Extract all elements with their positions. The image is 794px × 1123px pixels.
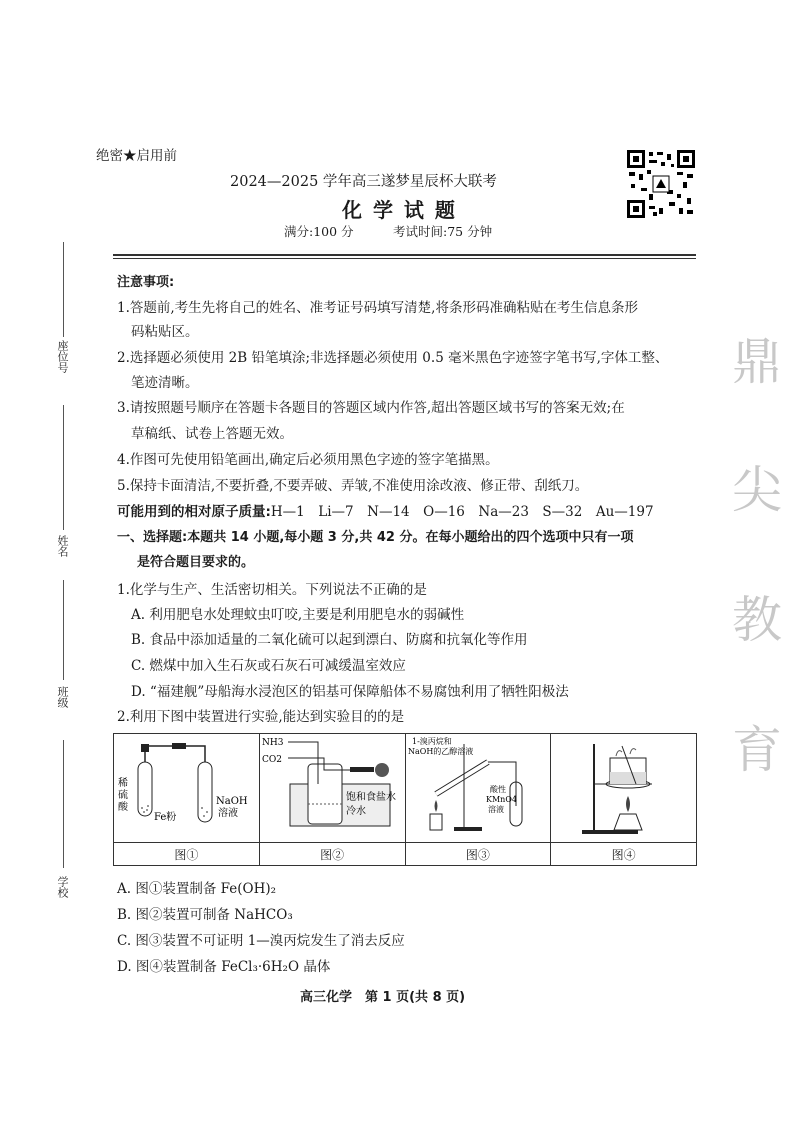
watermark-char: 鼎 (732, 333, 782, 391)
q1-option-c: C. 燃煤中加入生石灰或石灰石可减缓温室效应 (131, 658, 406, 674)
fig3-reagent-label-2: KMnO4 (485, 795, 517, 804)
seat-label: 座位号 (56, 340, 69, 373)
fig1-solution-label: 溶液 (218, 808, 239, 819)
fig3-reactant-label-1: 1-溴丙烷和 (411, 737, 452, 746)
watermark-char: 育 (732, 721, 782, 779)
notice-item: 2.选择题必须使用 2B 铅笔填涂;非选择题必须使用 0.5 毫米黑色字迹签字笔书写,字体工整、 (117, 350, 669, 366)
subject-title: 化 学 试 题 (342, 198, 457, 222)
notice-item: 草稿纸、试卷上答题无效。 (131, 426, 293, 442)
fig1-fe-label: Fe粉 (154, 812, 177, 823)
fig1-acid-label-2: 硫 (118, 790, 129, 801)
school-label: 学校 (56, 876, 69, 898)
fig3-reactant-label-2: NaOH的乙醇溶液 (407, 747, 474, 756)
q1-option-b: B. 食品中添加适量的二氧化硫可以起到漂白、防腐和抗氧化等作用 (131, 632, 528, 648)
section-heading: 一、选择题:本题共 14 小题,每小题 3 分,共 42 分。在每小题给出的四个选项中只有一项 (117, 530, 634, 545)
fig1-acid-label-3: 酸 (118, 802, 129, 813)
figure-3-cell (405, 734, 551, 843)
q2-option-c: C. 图③装置不可证明 1—溴丙烷发生了消去反应 (117, 933, 405, 949)
figure-3-caption: 图③ (405, 843, 551, 866)
notice-title: 注意事项: (117, 275, 175, 290)
notice-item: 5.保持卡面清洁,不要折叠,不要弄破、弄皱,不准使用涂改液、修正带、刮纸刀。 (117, 478, 589, 494)
score-info: 满分:100 分 (284, 224, 354, 239)
apparatus-4-diagram (552, 734, 696, 839)
figure-1-caption: 图① (114, 843, 260, 866)
qr-code (627, 150, 695, 218)
q2-option-d: D. 图④装置制备 FeCl₃·6H₂O 晶体 (117, 959, 331, 975)
binding-line (63, 580, 64, 680)
figure-4-caption: 图④ (551, 843, 697, 866)
notice-item: 3.请按照题号顺序在答题卡各题目的答题区域内作答,超出答题区域书写的答案无效;在 (117, 400, 625, 416)
atomic-mass-line (117, 502, 654, 522)
figure-1-cell (114, 734, 260, 843)
fig1-acid-label-1: 稀 (118, 778, 129, 789)
class-label: 班级 (56, 686, 69, 708)
section-heading-cont: 是符合题目要求的。 (137, 555, 255, 570)
apparatus-1-diagram (114, 734, 258, 839)
apparatus-3-diagram (406, 734, 550, 839)
binding-line (63, 405, 64, 530)
figure-2-caption: 图② (259, 843, 405, 866)
q1-stem: 1.化学与生产、生活密切相关。下列说法不正确的是 (117, 582, 427, 598)
fig2-nh3-label: NH3 (262, 738, 284, 748)
notice-item: 1.答题前,考生先将自己的姓名、准考证号码填写清楚,将条形码准确粘贴在考生信息条形 (117, 300, 638, 316)
q1-option-a: A. 利用肥皂水处理蚊虫叮咬,主要是利用肥皂水的弱碱性 (131, 607, 465, 623)
page-footer: 高三化学 第 1 页(共 8 页) (300, 990, 466, 1005)
q2-option-a: A. 图①装置制备 Fe(OH)₂ (117, 881, 277, 897)
fig3-reagent-label-3: 溶液 (487, 805, 504, 814)
fig3-reagent-label-1: 酸性 (489, 785, 506, 794)
notice-item: 码粘贴区。 (131, 324, 199, 340)
secret-mark: 绝密★启用前 (96, 148, 177, 164)
figure-4-cell (551, 734, 697, 843)
figure-2-cell (259, 734, 405, 843)
fig2-cold-water-label: 冷水 (346, 806, 367, 817)
name-label: 姓名 (56, 535, 69, 557)
header-rule-thin (113, 258, 696, 259)
notice-item: 4.作图可先使用铅笔画出,确定后必须用黑色字迹的签字笔描黑。 (117, 452, 499, 468)
q2-stem: 2.利用下图中装置进行实验,能达到实验目的的是 (117, 709, 405, 725)
atomic-mass-label: 可能用到的相对原子质量: (117, 504, 271, 520)
binding-line (63, 242, 64, 337)
header-rule (113, 254, 696, 256)
exam-title: 2024—2025 学年高三遂梦星辰杯大联考 (230, 174, 497, 190)
q2-option-b: B. 图②装置可制备 NaHCO₃ (117, 907, 293, 923)
atomic-mass-values: H—1 Li—7 N—14 O—16 Na—23 S—32 Au—197 (270, 504, 654, 520)
notice-item: 笔迹清晰。 (131, 375, 199, 391)
fig2-brine-label: 饱和食盐水 (346, 792, 397, 803)
fig1-naoh-label: NaOH (216, 796, 249, 807)
watermark-char: 尖 (732, 461, 782, 519)
q2-figure-table (113, 733, 697, 866)
fig2-co2-label: CO2 (262, 755, 283, 765)
apparatus-2-diagram (260, 734, 404, 839)
binding-line (63, 740, 64, 868)
watermark-char: 教 (732, 591, 782, 649)
q1-option-d: D. “福建舰”母船海水浸泡区的铝基可保障船体不易腐蚀利用了牺牲阳极法 (131, 684, 569, 700)
time-info: 考试时间:75 分钟 (393, 224, 493, 239)
